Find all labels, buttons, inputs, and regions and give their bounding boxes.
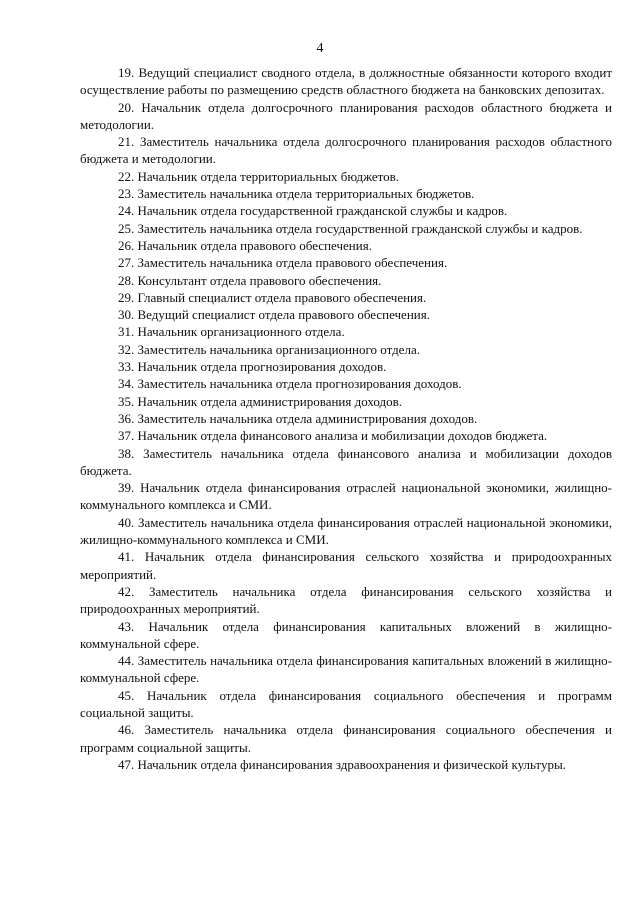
item-number: 42. [118, 583, 135, 599]
item-number: 45. [118, 687, 135, 703]
item-number: 47. [118, 756, 135, 772]
item-number: 22. [118, 168, 135, 184]
item-text: Консультант отдела правового обеспечения. [137, 272, 382, 288]
list-item [80, 618, 612, 653]
item-number: 41. [118, 549, 135, 565]
item-text: Заместитель начальника отдела территориальных бюджетов. [137, 186, 475, 202]
item-text: Начальник отдела государственной гражданской службы и кадров. [137, 203, 508, 219]
item-number: 29. [118, 289, 135, 305]
list-item [80, 341, 612, 358]
list-item [80, 583, 612, 618]
item-text: Заместитель начальника отдела прогнозирования доходов. [137, 376, 462, 392]
list-item [80, 479, 612, 514]
list-item [80, 237, 612, 254]
list-item [80, 721, 612, 756]
document-body [80, 64, 612, 773]
item-number: 25. [118, 220, 135, 236]
item-number: 24. [118, 203, 135, 219]
item-number: 32. [118, 341, 135, 357]
list-item [80, 548, 612, 583]
item-text: Начальник отдела правового обеспечения. [137, 237, 372, 253]
item-number: 28. [118, 272, 135, 288]
item-text: Начальник отдела финансирования здравоохранения и физической культуры. [137, 756, 566, 772]
item-number: 23. [118, 186, 135, 202]
item-text: Главный специалист отдела правового обеспечения. [137, 289, 427, 305]
item-text: Заместитель начальника отдела финансирования капитальных вложений в жилищно-коммунальной сфере. [80, 653, 612, 686]
list-item [80, 64, 612, 99]
item-text: Начальник отдела долгосрочного планирования расходов областного бюджета и методологии. [80, 99, 612, 132]
item-text: Заместитель начальника отдела финансового анализа и мобилизации доходов бюджета. [80, 445, 613, 478]
list-item [80, 514, 612, 549]
item-number: 19. [118, 65, 135, 80]
item-text: Заместитель начальника отдела долгосрочного планирования расходов областного бюджета и методологии. [80, 134, 612, 167]
item-text: Заместитель начальника организационного отдела. [137, 341, 420, 357]
list-item [80, 99, 612, 134]
item-text: Начальник организационного отдела. [137, 324, 345, 340]
item-text: Начальник отдела администрирования доходов. [137, 393, 403, 409]
item-number: 27. [118, 255, 135, 271]
item-number: 33. [118, 359, 135, 375]
item-text: Заместитель начальника отдела финансирования отраслей национальной экономики, жилищно-коммунального комплекса и СМИ. [80, 514, 613, 548]
item-text: Заместитель начальника отдела государственной гражданской службы и кадров. [137, 220, 583, 236]
item-number: 20. [118, 99, 135, 115]
item-number: 39. [118, 480, 135, 496]
item-number: 36. [118, 410, 135, 426]
list-item [80, 445, 612, 480]
list-item [80, 410, 612, 427]
list-item [80, 272, 612, 289]
item-text: Заместитель начальника отдела администрирования доходов. [137, 410, 478, 426]
item-text: Ведущий специалист отдела правового обеспечения. [137, 307, 430, 323]
list-item [80, 254, 612, 271]
list-item [80, 185, 612, 202]
list-item [80, 220, 612, 237]
list-item [80, 427, 612, 444]
item-number: 37. [118, 428, 135, 444]
item-number: 21. [118, 134, 135, 150]
item-number: 46. [118, 722, 135, 738]
item-number: 43. [118, 618, 135, 634]
list-item [80, 306, 612, 323]
item-number: 38. [118, 445, 135, 461]
item-text: Заместитель начальника отдела финансирования сельского хозяйства и природоохранных мероприятий. [80, 583, 613, 617]
item-number: 44. [118, 653, 135, 669]
list-item [80, 358, 612, 375]
list-item [80, 652, 612, 687]
item-text: Начальник отдела финансирования отраслей национальной экономики, жилищно-коммунального комплекса и СМИ. [80, 480, 612, 513]
list-item [80, 323, 612, 340]
page-number: 4 [316, 41, 324, 56]
item-number: 35. [118, 393, 135, 409]
item-number: 34. [118, 376, 135, 392]
item-text: Начальник отдела финансирования сельского хозяйства и природоохранных мероприятий. [80, 549, 612, 582]
item-text: Начальник отдела финансирования капитальных вложений в жилищно-коммунальной сфере. [80, 618, 613, 651]
list-item [80, 133, 612, 168]
list-item [80, 168, 612, 185]
list-item [80, 687, 612, 722]
list-item [80, 756, 612, 773]
item-number: 40. [118, 514, 135, 530]
list-item [80, 375, 612, 392]
list-item [80, 202, 612, 219]
item-text: Ведущий специалист сводного отдела, в должностные обязанности которого входит осуществление работы по размещению средств областного бюджета на банковских депозитах. [80, 65, 613, 98]
item-text: Начальник отдела финансирования социального обеспечения и программ социальной защиты. [80, 687, 612, 720]
item-text: Начальник отдела территориальных бюджетов. [137, 168, 400, 184]
item-text: Заместитель начальника отдела финансирования социального обеспечения и программ социальной защиты. [80, 722, 612, 755]
item-number: 31. [118, 324, 135, 340]
item-number: 26. [118, 237, 135, 253]
item-text: Начальник отдела финансового анализа и мобилизации доходов бюджета. [137, 428, 548, 444]
list-item [80, 393, 612, 410]
item-text: Заместитель начальника отдела правового обеспечения. [137, 255, 448, 271]
item-number: 30. [118, 307, 135, 323]
list-item [80, 289, 612, 306]
item-text: Начальник отдела прогнозирования доходов. [137, 359, 387, 375]
